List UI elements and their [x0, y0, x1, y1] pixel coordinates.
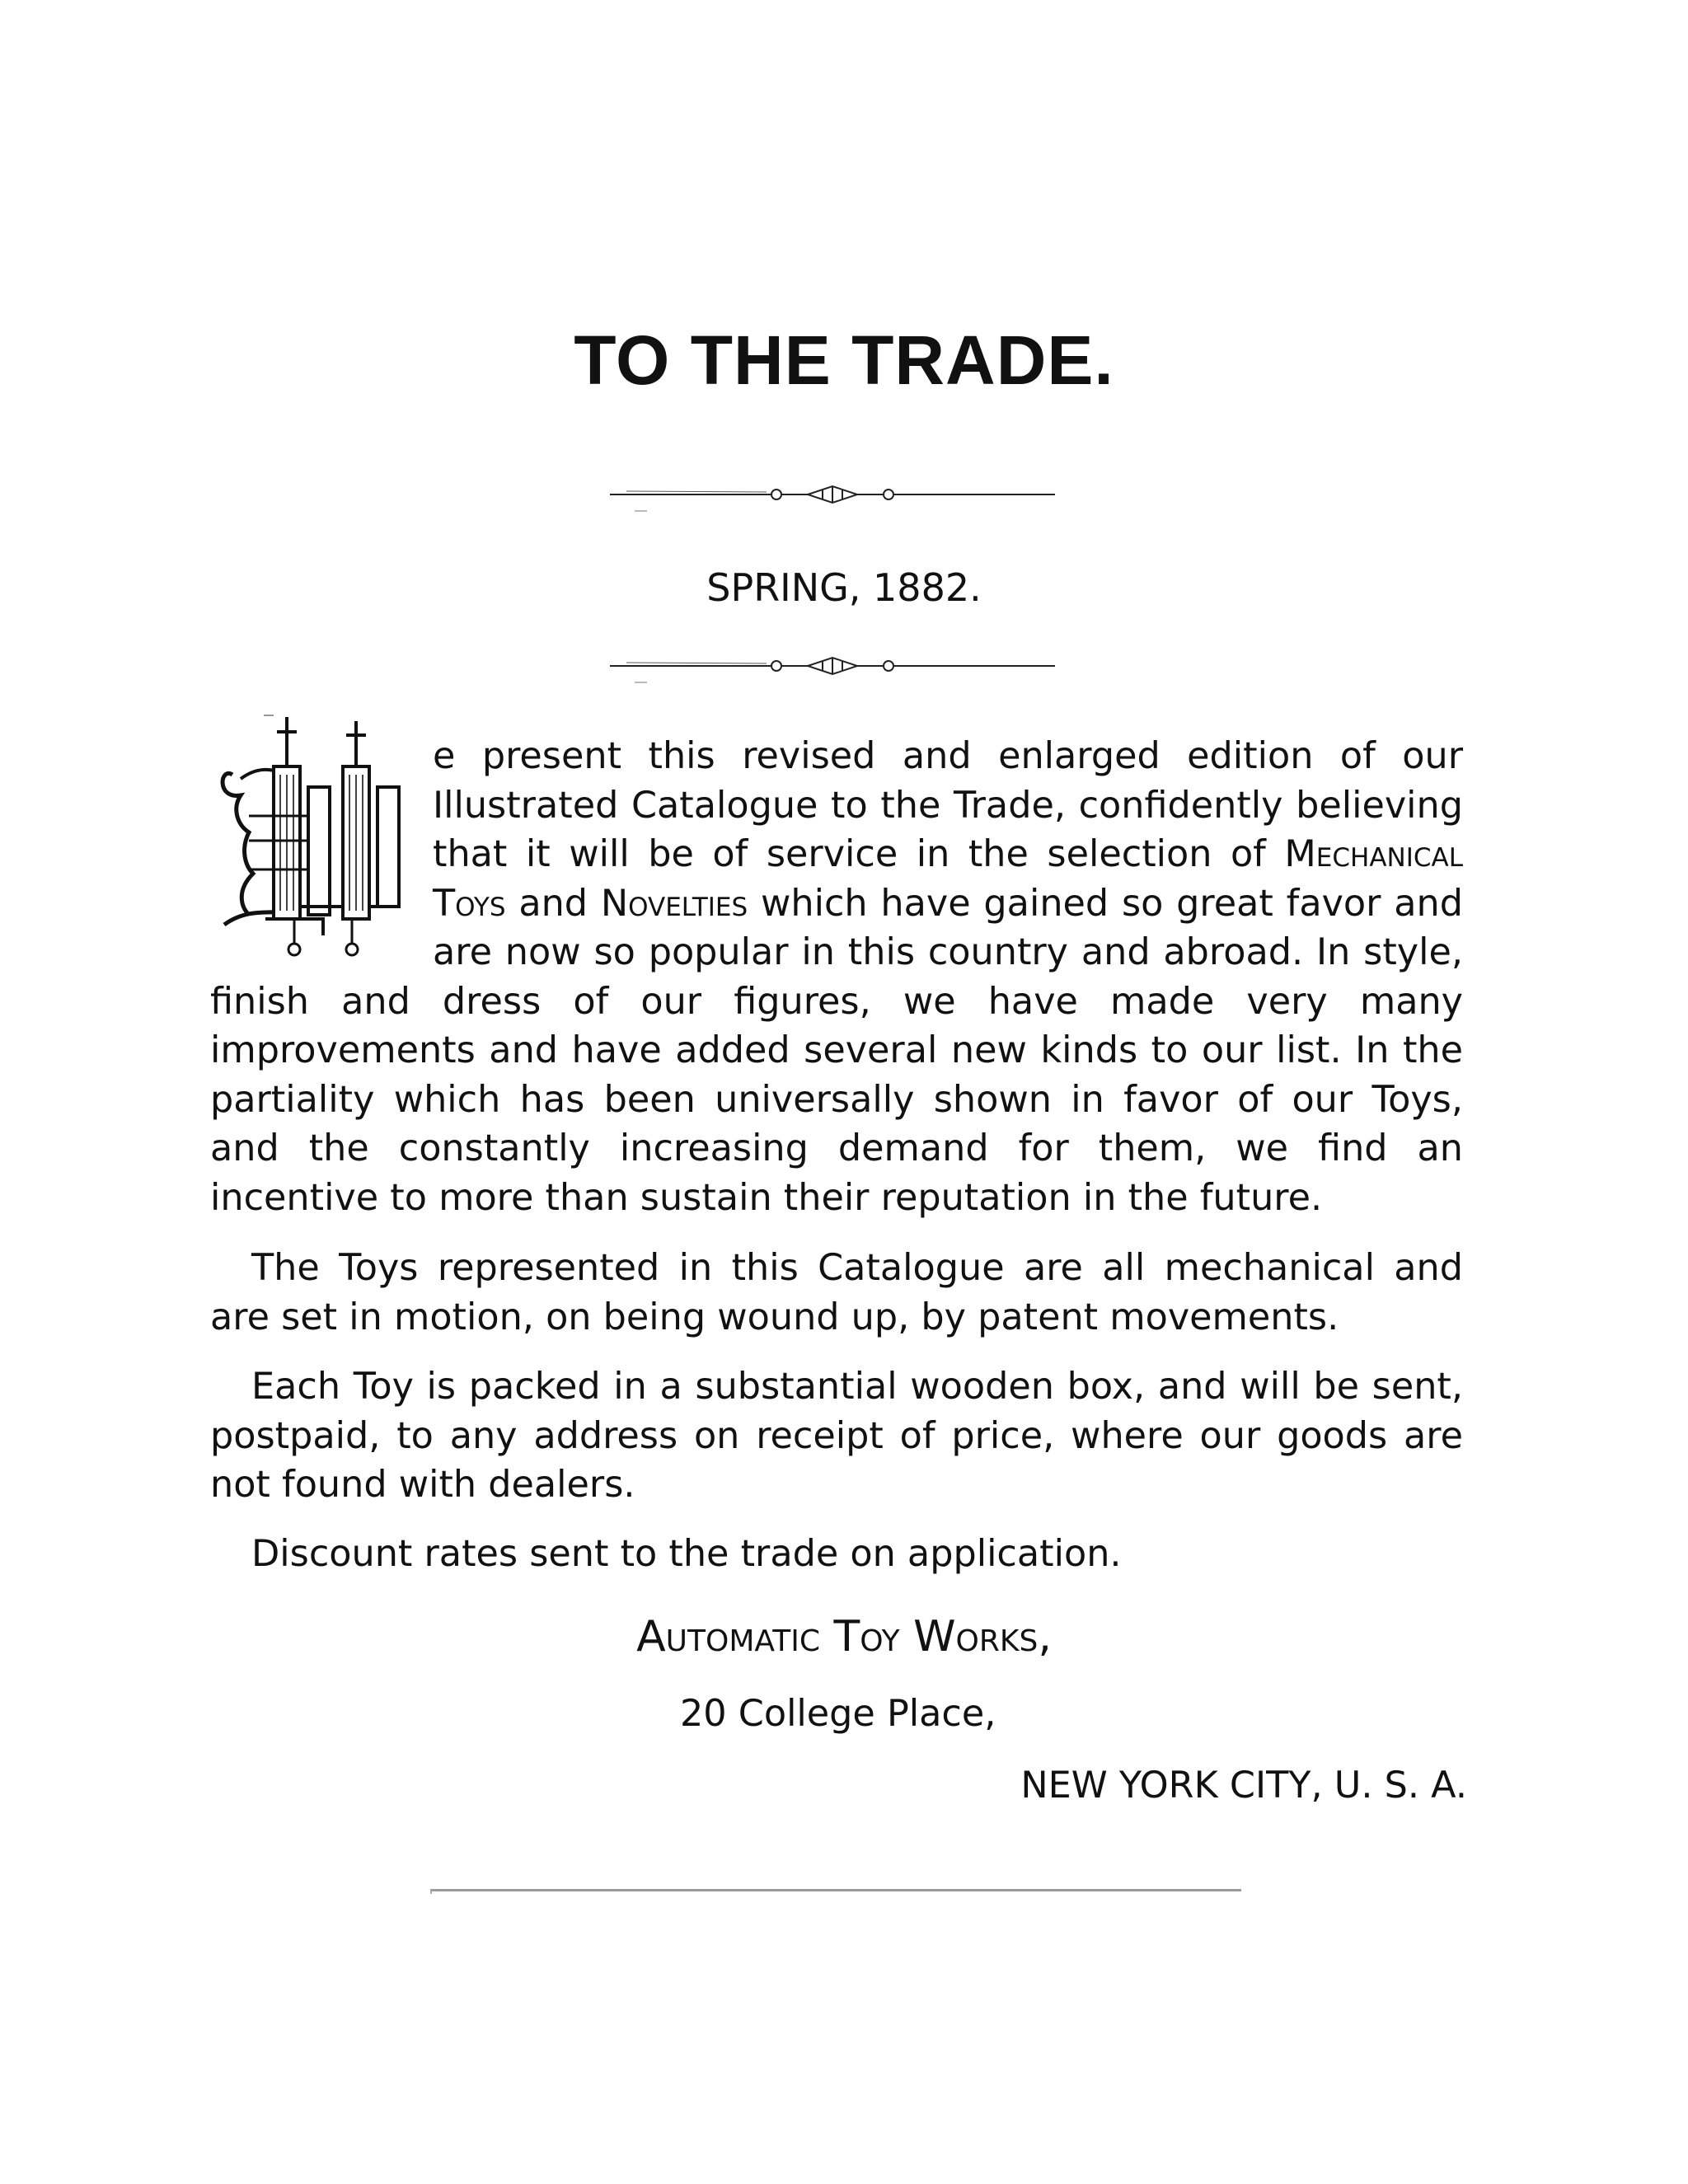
paragraph-discount: Discount rates sent to the trade on application.	[251, 1533, 1122, 1575]
signature-firm: Automatic Toy Works,	[636, 1612, 1052, 1661]
signature-street: 20 College Place,	[680, 1693, 996, 1735]
edition-date: SPRING, 1882.	[706, 565, 982, 610]
paragraph-mechanism: The Toys represented in this Catalogue are all mechanical and are set in motion, on being wound up, by patent movements.	[210, 1247, 1463, 1338]
signature-city: NEW YORK CITY, U. S. A.	[1020, 1765, 1467, 1807]
ornamental-divider-top	[602, 470, 1063, 519]
ornamental-divider-bottom	[602, 641, 1063, 691]
paragraph-packing: Each Toy is packed in a substantial wooden box, and will be sent, postpaid, to any address on receipt of price, where our goods are not found with dealers.	[210, 1366, 1463, 1506]
paragraph-intro: e present this revised and enlarged edition of our Illustrated Catalogue to the Trade, confidently believing that it will be of service in the selection of Mechanical Toys and Novelties which have gained so great favor and are now so popular in this country and abroad. In style, finish and dress of our figures, we have made very many improvements and have added several new kinds to our list. In the partiality which has been universally shown in favor of our Toys, and the constantly increasing demand for them, we find an incentive to more than sustain their reputation in the future.	[210, 735, 1463, 1219]
bottom-rule	[430, 1889, 1241, 1894]
page-title: TO THE TRADE.	[574, 321, 1114, 399]
